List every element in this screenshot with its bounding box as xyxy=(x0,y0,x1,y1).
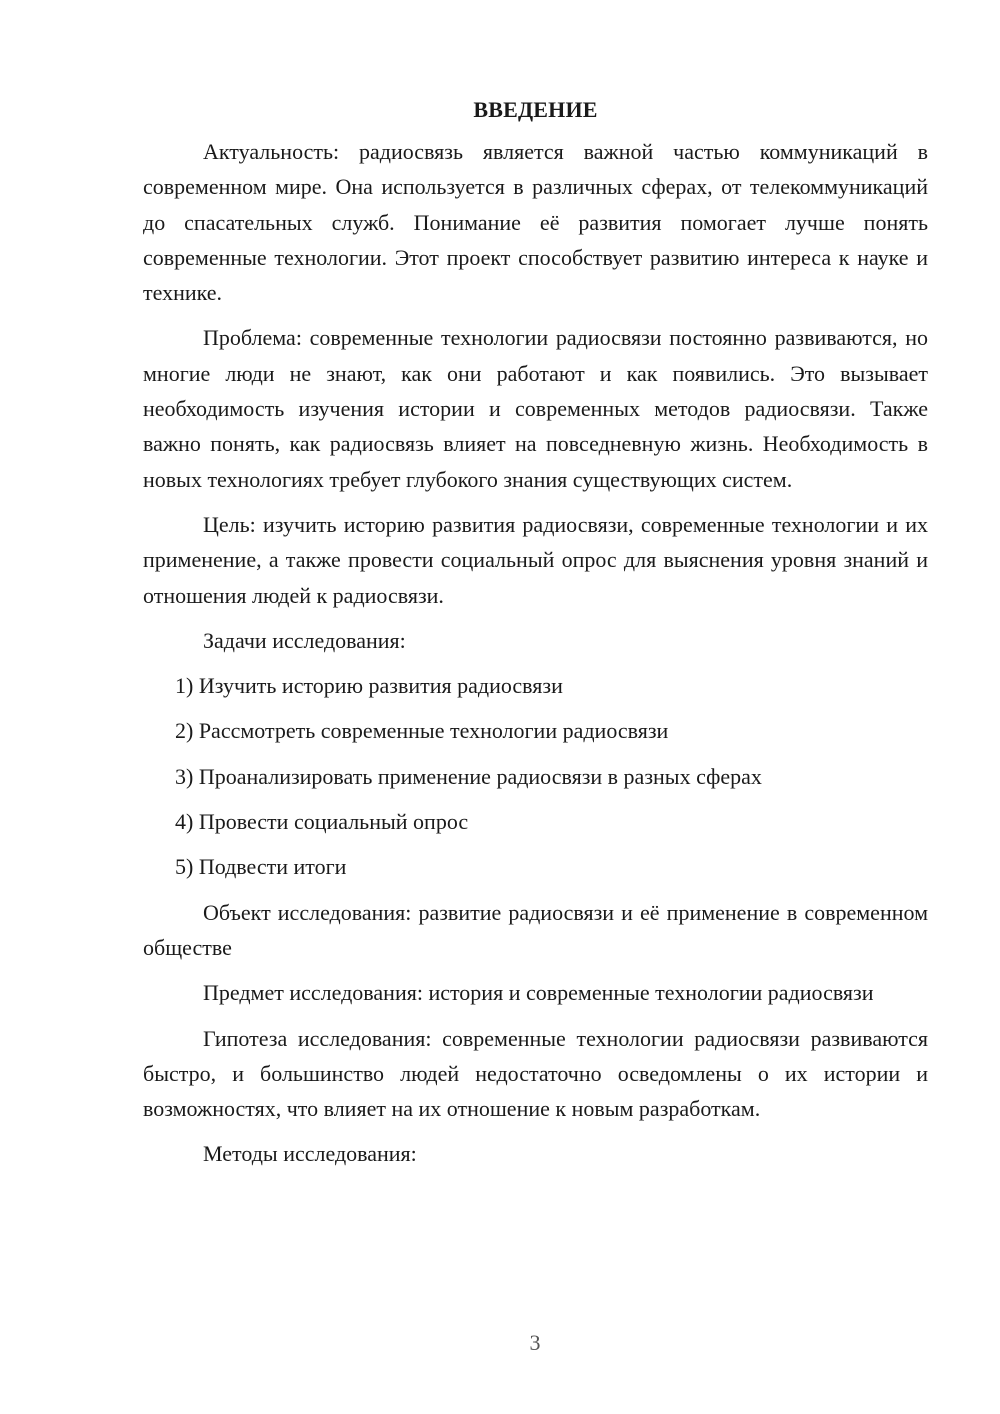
subject-paragraph: Предмет исследования: история и современные технологии радиосвязи xyxy=(203,980,874,1006)
hypothesis-paragraph: Гипотеза исследования: современные технологии радиосвязи развиваются быстро, и большинство людей недостаточно осведомлены о их истории и возможностях, что влияет на их отношение к новым разработкам. xyxy=(143,1025,928,1122)
object-paragraph: Объект исследования: развитие радиосвязи и её применение в современном обществе xyxy=(143,899,928,960)
section-title: ВВЕДЕНИЕ xyxy=(473,97,598,122)
list-item: 3) Проанализировать применение радиосвязи в разных сферах xyxy=(175,763,762,789)
goal-paragraph: Цель: изучить историю развития радиосвязи, современные технологии и их применение, а также провести социальный опрос для выяснения уровня знаний и отношения людей к радиосвязи. xyxy=(143,511,928,608)
list-item: 2) Рассмотреть современные технологии радиосвязи xyxy=(175,718,669,744)
tasks-heading: Задачи исследования: xyxy=(203,627,406,653)
page-number: 3 xyxy=(529,1330,541,1355)
tasks-list xyxy=(143,668,928,884)
problem-paragraph: Проблема: современные технологии радиосвязи постоянно развиваются, но многие люди не знают, как они работают и как появились. Это вызывает необходимость изучения истории и современных методов радиосвязи. Также важно понять, как радиосвязь влияет на повседневную жизнь. Необходимость в новых технологиях требует глубокого знания существующих систем. xyxy=(143,325,928,492)
list-item: 1) Изучить историю развития радиосвязи xyxy=(175,673,563,699)
list-item: 5) Подвести итоги xyxy=(175,854,347,880)
list-item: 4) Провести социальный опрос xyxy=(175,809,469,835)
relevance-paragraph: Актуальность: радиосвязь является важной частью коммуникаций в современном мире. Она используется в различных сферах, от телекоммуникаций до спасательных служб. Понимание её развития помогает лучше понять современные технологии. Этот проект способствует развитию интереса к науке и технике. xyxy=(143,139,928,306)
methods-heading: Методы исследования: xyxy=(203,1141,417,1167)
document-page xyxy=(143,92,928,1182)
